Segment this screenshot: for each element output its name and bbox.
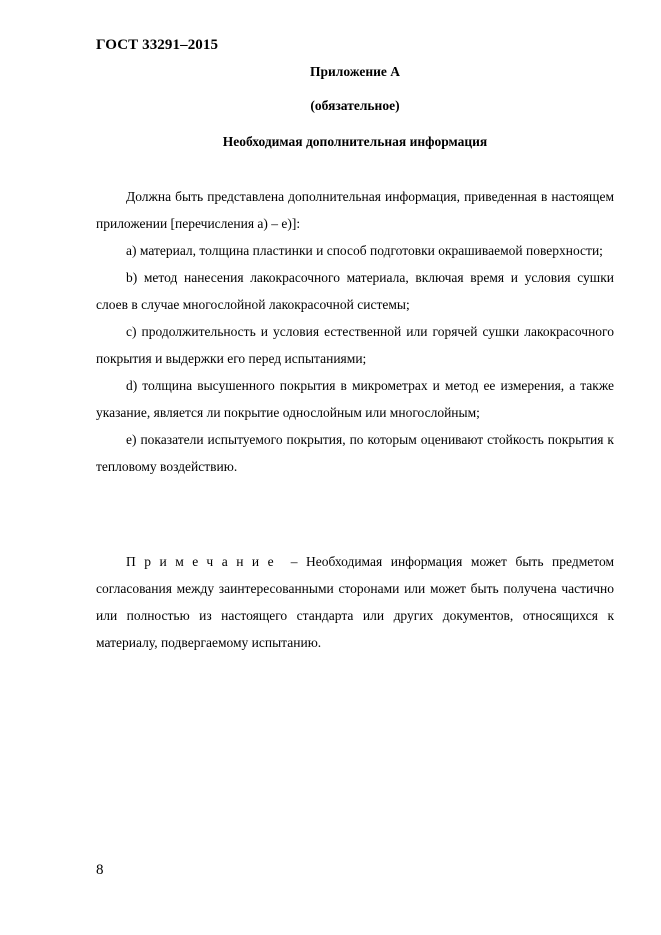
note-label: Примечание — [126, 554, 283, 569]
list-item-c: с) продолжительность и условия естественной или горячей сушки лакокрасочного покрытия и выдержки его перед испытаниями; — [96, 324, 614, 366]
note-paragraph — [96, 548, 614, 656]
annex-title: Приложение А — [309, 64, 401, 79]
note-text: – Необходимая информация может быть предметом согласования между заинтересованными сторонами или может быть получена частично или полностью из настоящего стандарта или других документов, относящихся к материалу, подвергаемому испытанию. — [96, 554, 614, 650]
list-item-e: е) показатели испытуемого покрытия, по которым оценивают стойкость покрытия к тепловому воздействию. — [96, 432, 614, 474]
page-number: 8 — [96, 862, 104, 878]
annex-status: (обязательное) — [310, 98, 400, 113]
standard-code: ГОСТ 33291–2015 — [96, 37, 219, 53]
annex-body — [96, 183, 614, 480]
list-item-b: b) метод нанесения лакокрасочного материала, включая время и условия сушки слоев в случае многослойной лакокрасочной системы; — [96, 270, 614, 312]
list-item-d: d) толщина высушенного покрытия в микрометрах и метод ее измерения, а также указание, является ли покрытие однослойным или многослойным; — [96, 378, 614, 420]
intro-paragraph: Должна быть представлена дополнительная информация, приведенная в настоящем приложении [перечисления а) – е)]: — [96, 189, 614, 231]
list-item-a: а) материал, толщина пластинки и способ подготовки окрашиваемой поверхности; — [126, 243, 603, 258]
annex-heading: Необходимая дополнительная информация — [222, 134, 488, 149]
